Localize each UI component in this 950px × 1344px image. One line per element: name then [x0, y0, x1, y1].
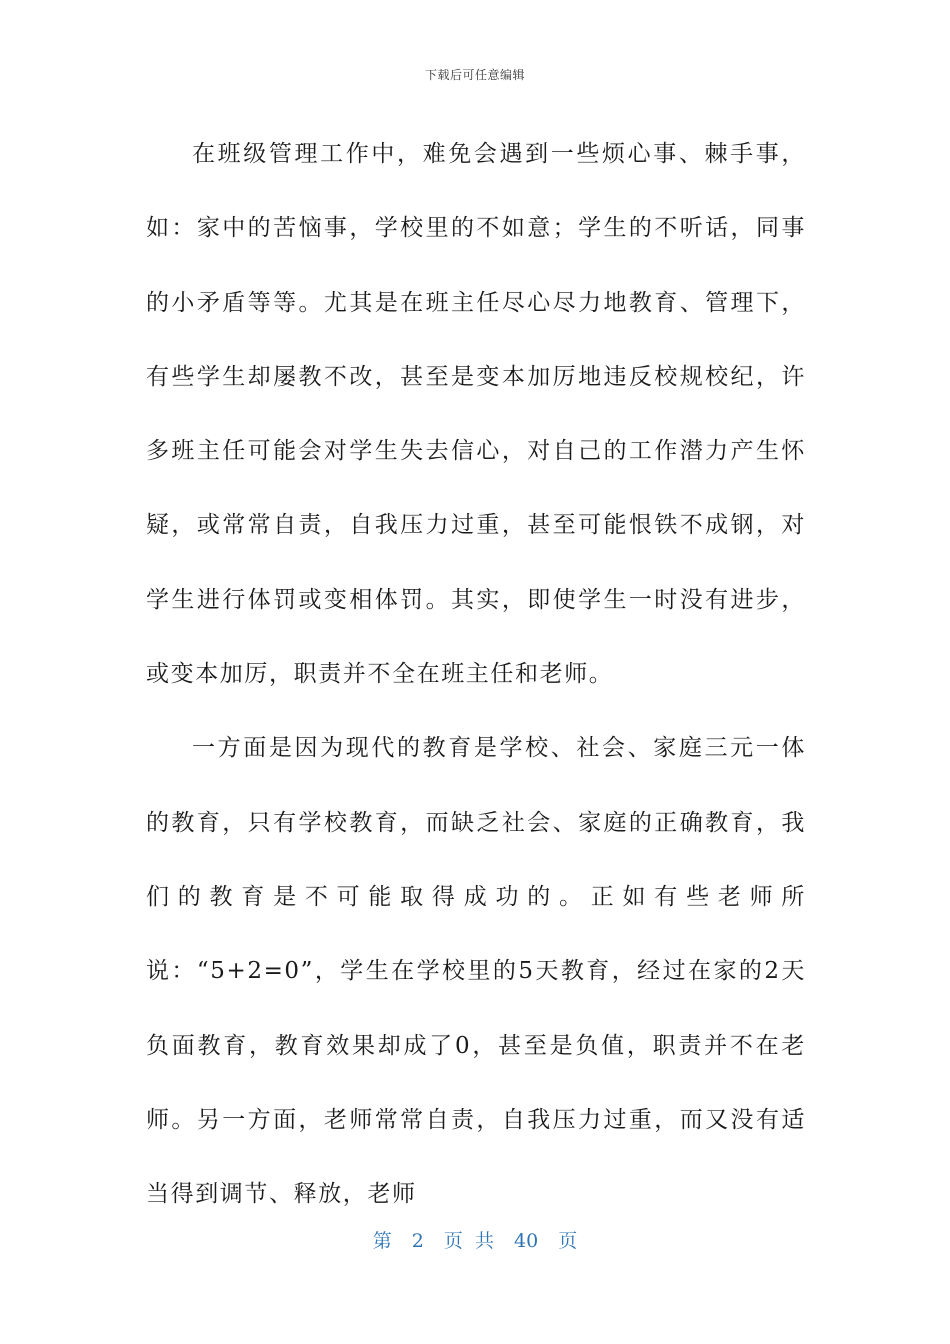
paragraph-1: 在班级管理工作中，难免会遇到一些烦心事、棘手事，如：家中的苦恼事，学校里的不如意；学生的不听话，同事的小矛盾等等。尤其是在班主任尽心尽力地教育、管理下，有些学生却屡教不改，甚至是变本加厉地违反校规校纪，许多班主任可能会对学生失去信心，对自己的工作潜力产生怀疑，或常常自责，自我压力过重，甚至可能恨铁不成钢，对学生进行体罚或变相体罚。其实，即使学生一时没有进步，或变本加厉，职责并不全在班主任和老师。 — [146, 141, 806, 688]
page-number-footer — [0, 1226, 950, 1253]
header-note: 下载后可任意编辑 — [424, 68, 525, 82]
page-prefix: 第 — [372, 1230, 392, 1252]
document-body — [146, 117, 806, 1231]
total-page-count: 40 — [514, 1230, 539, 1252]
paragraph-2: 一方面是因为现代的教育是学校、社会、家庭三元一体的教育，只有学校教育，而缺乏社会、家庭的正确教育，我们的教育是不可能取得成功的。正如有些老师所说：“5+2=0”，学生在学校里的5天教育，经过在家的2天负面教育，教育效果却成了0，甚至是负值，职责并不在老师。另一方面，老师常常自责，自我压力过重，而又没有适当得到调节、释放，老师 — [146, 735, 806, 1208]
current-page-number: 2 — [411, 1230, 424, 1252]
page-middle-text: 页 共 — [443, 1230, 494, 1252]
page-suffix: 页 — [558, 1230, 578, 1252]
